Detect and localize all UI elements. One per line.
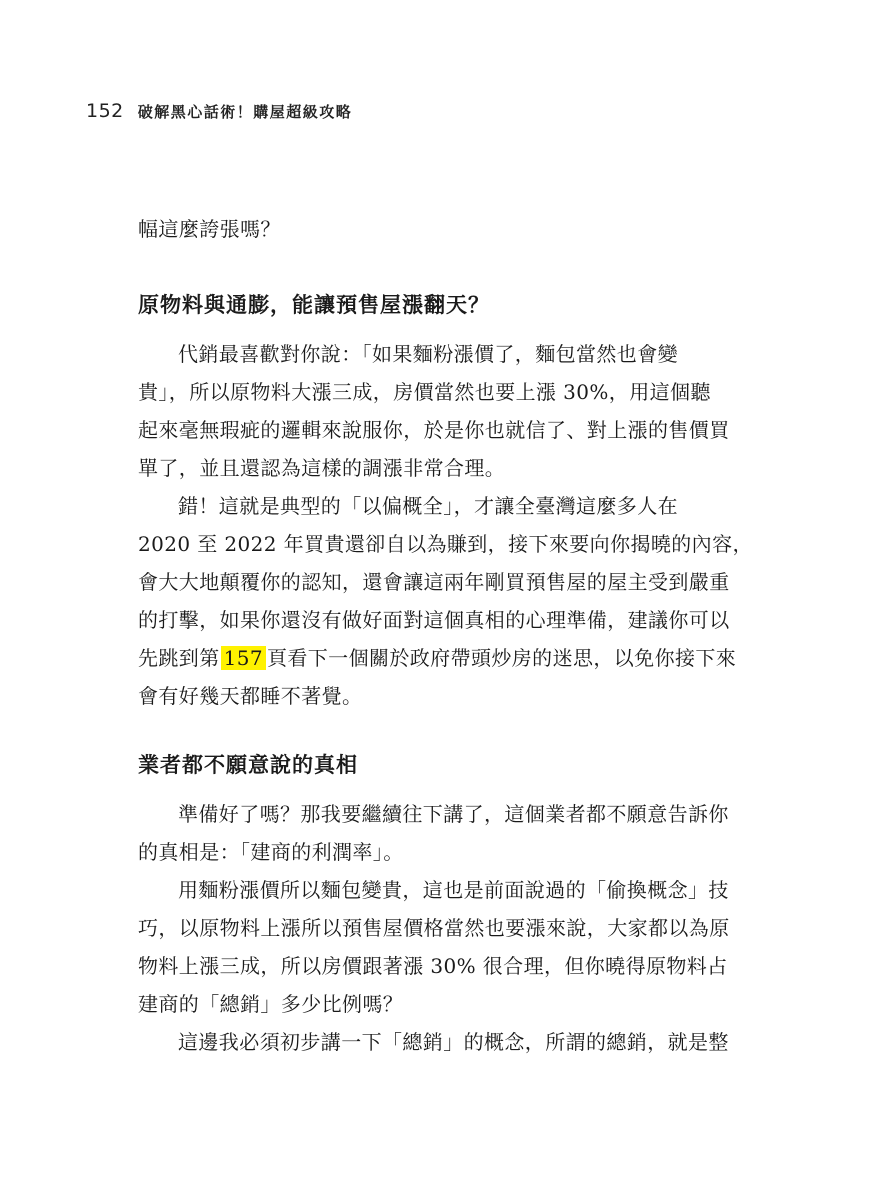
text-line: 起來毫無瑕疵的邏輯來說服你，於是你也就信了、對上漲的售價買 — [138, 418, 730, 442]
paragraph-concept-swap — [138, 871, 750, 1023]
text-line: 這邊我必須初步講一下「總銷」的概念，所謂的總銷，就是整 — [178, 1030, 729, 1054]
opening-line — [138, 210, 750, 248]
text-line: 代銷最喜歡對你說：「如果麵粉漲價了，麵包當然也會變 — [178, 342, 678, 366]
text-line — [138, 639, 750, 677]
section-heading-raw-materials: 原物料與通膨，能讓預售屋漲翻天？ — [138, 293, 490, 317]
text-before-page-ref: 先跳到第 — [138, 646, 220, 670]
running-header — [86, 100, 352, 130]
paragraph-bakery-analogy — [138, 335, 750, 487]
text-line: 錯！這就是典型的「以偏概全」，才讓全臺灣這麼多人在 — [178, 494, 678, 518]
paragraph-overgeneralization — [138, 487, 753, 715]
section-heading-hidden-truth: 業者都不願意說的真相 — [138, 753, 358, 777]
text-line: 2020 至 2022 年買貴還卻自以為賺到，接下來要向你揭曉的內容， — [138, 532, 753, 556]
text-line: 建商的「總銷」多少比例嗎？ — [138, 992, 404, 1016]
text-line: 物料上漲三成，所以房價跟著漲 30% 很合理，但你曉得原物料占 — [138, 954, 728, 978]
text-line: 貴」，所以原物料大漲三成，房價當然也要上漲 30%，用這個聽 — [138, 380, 711, 404]
text-line: 巧，以原物料上漲所以預售屋價格當然也要漲來說，大家都以為原 — [138, 916, 730, 940]
text-after-page-ref: 頁看下一個關於政府帶頭炒房的迷思，以免你接下來 — [266, 646, 737, 670]
text-line: 單了，並且還認為這樣的調漲非常合理。 — [138, 456, 506, 480]
text-line: 的打擊，如果你還沒有做好面對這個真相的心理準備，建議你可以 — [138, 608, 730, 632]
book-title: 破解黑心話術！購屋超級攻略 — [137, 103, 353, 121]
text-line: 用麵粉漲價所以麵包變貴，這也是前面說過的「偷換概念」技 — [178, 878, 729, 902]
text-line: 準備好了嗎？那我要繼續往下講了，這個業者都不願意告訴你 — [178, 802, 729, 826]
paragraph-profit-margin — [138, 795, 750, 871]
body-text — [138, 210, 753, 1061]
text-line: 幅這麼誇張嗎？ — [138, 217, 281, 241]
text-line: 會有好幾天都睡不著覺。 — [138, 684, 363, 708]
text-line: 會大大地顛覆你的認知，還會讓這兩年剛買預售屋的屋主受到嚴重 — [138, 570, 730, 594]
page-number: 152 — [86, 100, 124, 122]
highlighted-page-reference: 157 — [221, 646, 266, 670]
text-line: 的真相是：「建商的利潤率」。 — [138, 840, 404, 864]
paragraph-total-sales — [138, 1023, 750, 1061]
